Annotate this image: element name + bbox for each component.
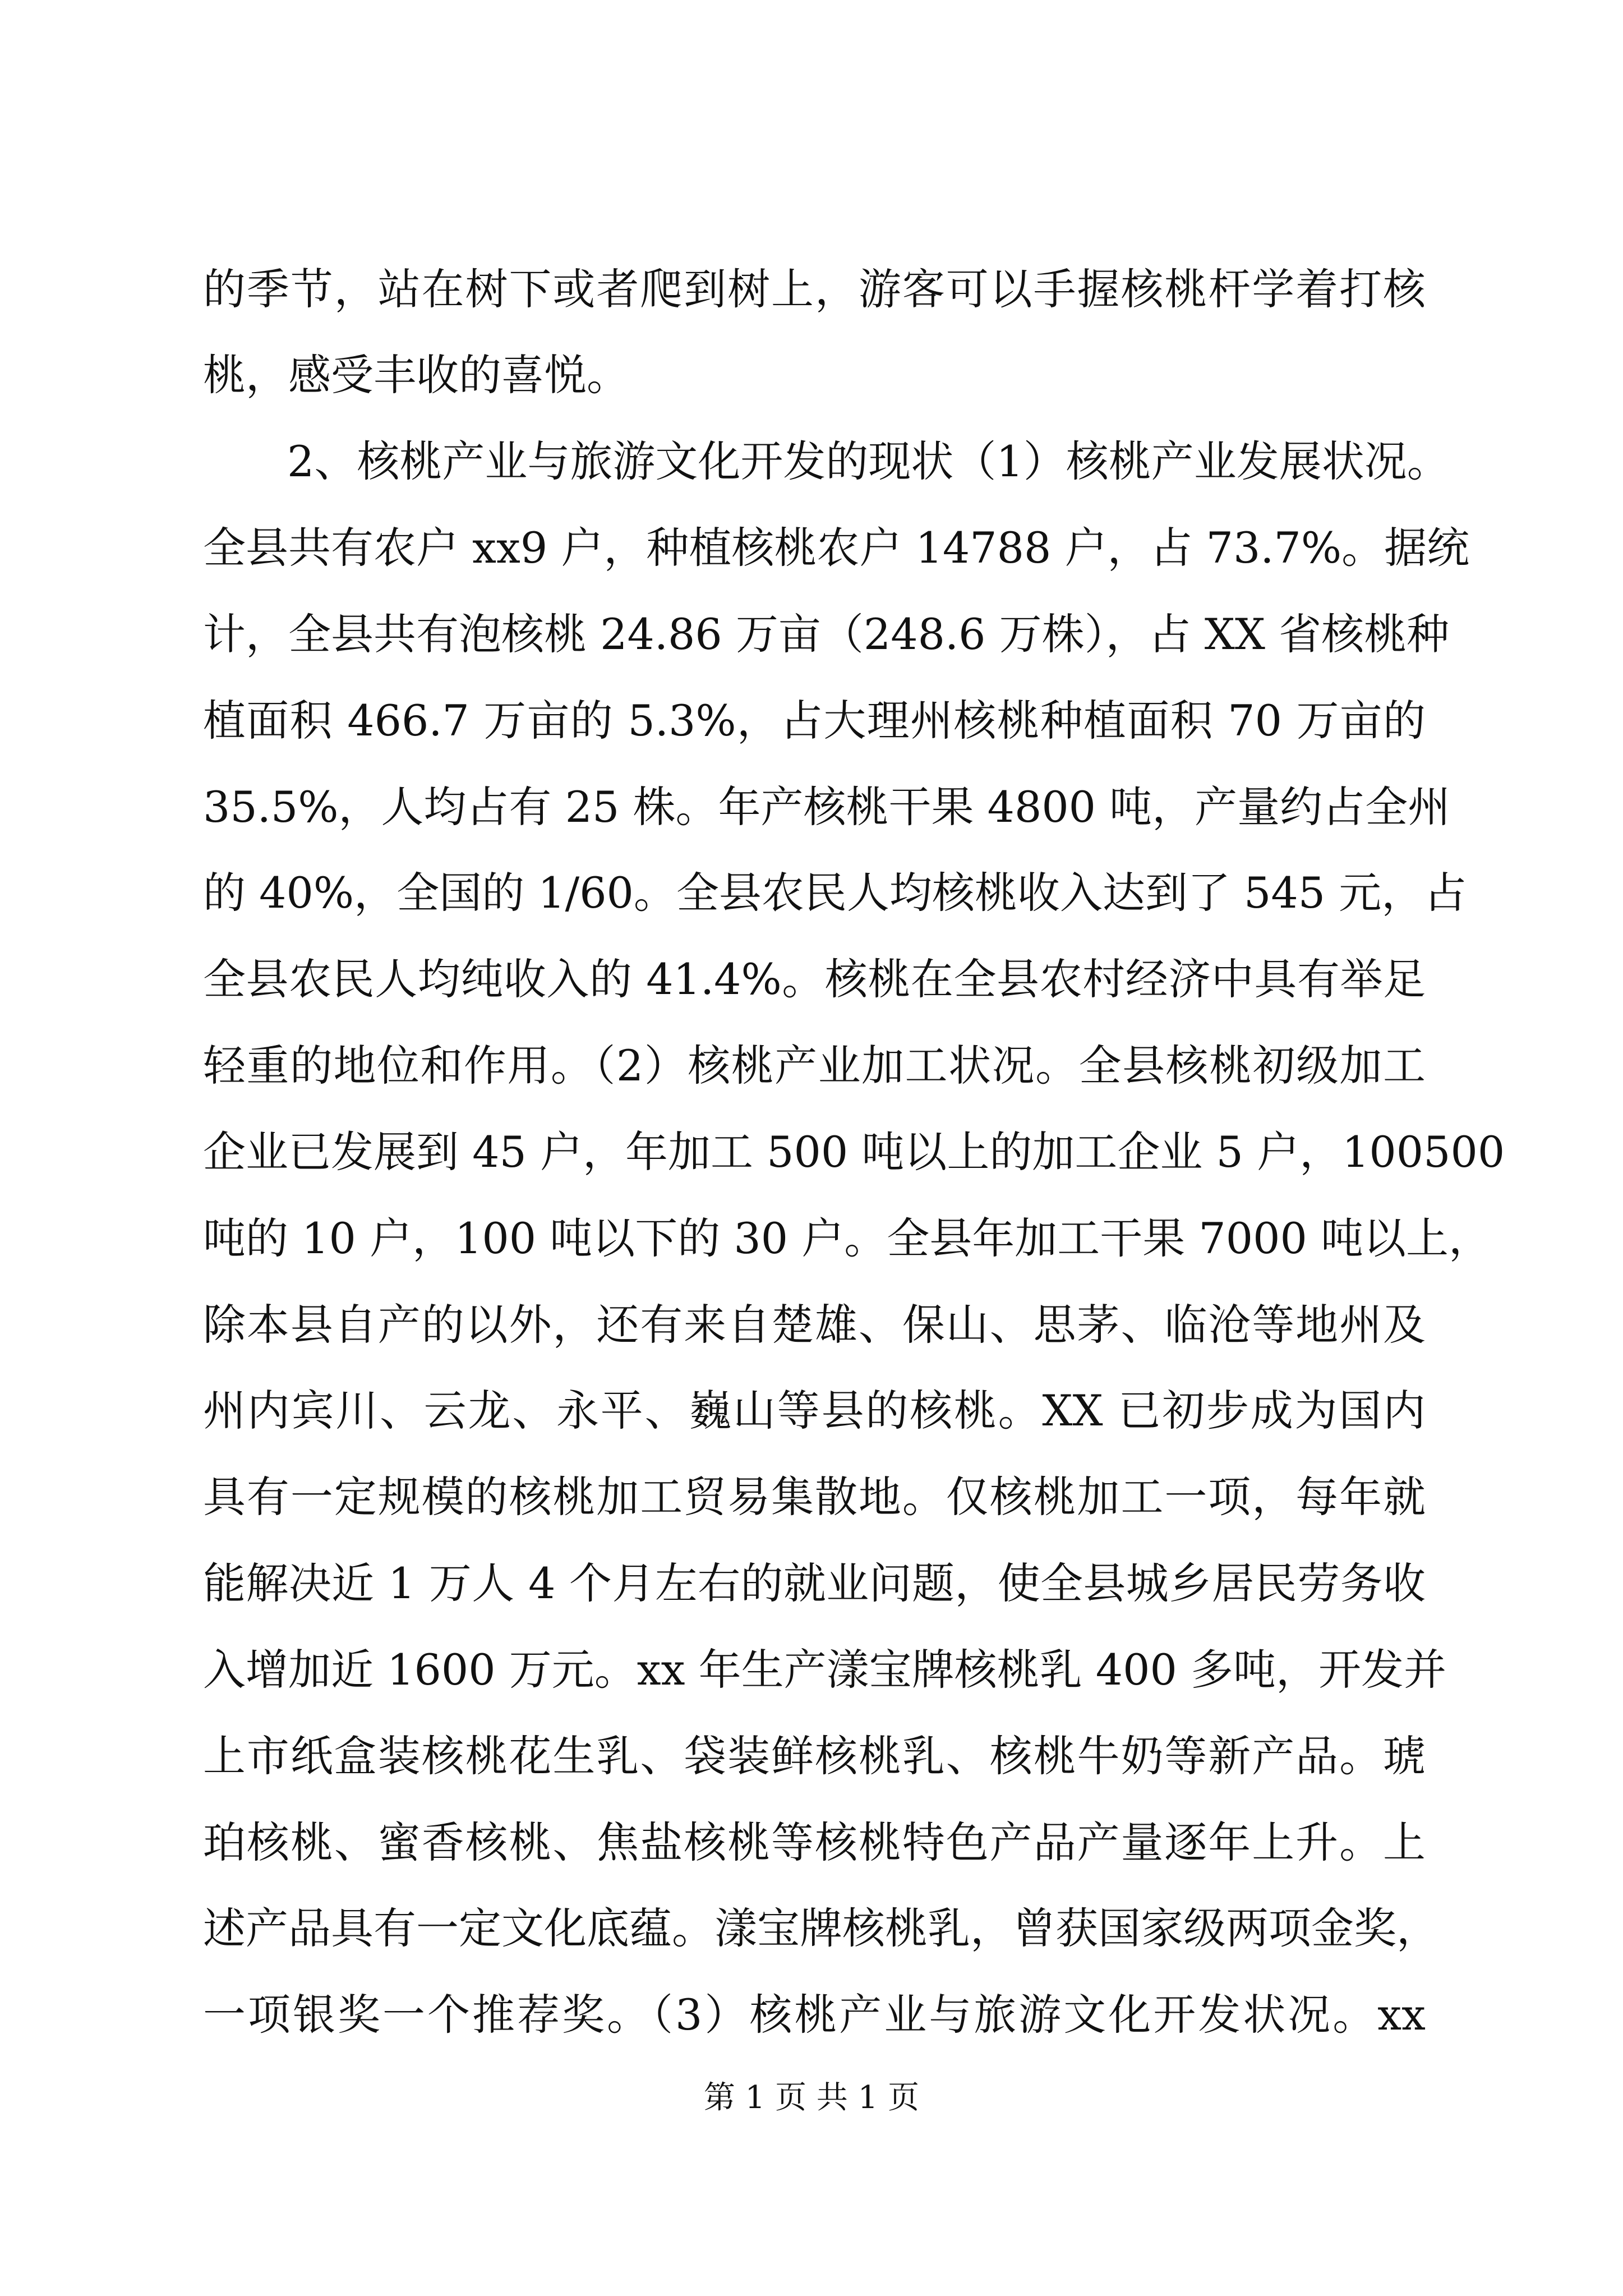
text-line: 珀核桃、蜜香核桃、焦盐核桃等核桃特色产品产量逐年上升。上 <box>203 1818 1426 1867</box>
text-line: 一项银奖一个推荐奖。（3）核桃产业与旅游文化开发状况。xx <box>203 1990 1426 2040</box>
text-line: 吨的 10 户，100 吨以下的 30 户。全县年加工干果 7000 吨以上， <box>203 1213 1491 1263</box>
text-line: 入增加近 1600 万元。xx 年生产漾宝牌核桃乳 400 多吨，开发并 <box>203 1645 1446 1695</box>
text-line: 全县农民人均纯收入的 41.4%。核桃在全县农村经济中具有举足 <box>203 954 1426 1004</box>
text-line: 的季节，站在树下或者爬到树上，游客可以手握核桃杆学着打核 <box>203 264 1426 314</box>
text-line: 35.5%，人均占有 25 株。年产核桃干果 4800 吨，产量约占全州 <box>203 782 1451 832</box>
text-line: 能解决近 1 万人 4 个月左右的就业问题，使全县城乡居民劳务收 <box>203 1558 1426 1608</box>
text-line: 桃，感受丰收的喜悦。 <box>203 350 629 400</box>
text-line: 植面积 466.7 万亩的 5.3%，占大理州核桃种植面积 70 万亩的 <box>203 696 1426 746</box>
paragraph-start-line: 2、核桃产业与旅游文化开发的现状（1）核桃产业发展状况。 <box>287 436 1450 486</box>
text-line: 的 40%，全国的 1/60。全县农民人均核桃收入达到了 545 元，占 <box>203 868 1467 918</box>
text-line: 上市纸盒装核桃花生乳、袋装鲜核桃乳、核桃牛奶等新产品。琥 <box>203 1731 1426 1781</box>
text-line: 全县共有农户 xx9 户，种植核桃农户 14788 户，占 73.7%。据统 <box>203 523 1470 573</box>
text-line: 计，全县共有泡核桃 24.86 万亩（248.6 万株），占 XX 省核桃种 <box>203 609 1450 659</box>
text-line: 除本县自产的以外，还有来自楚雄、保山、思茅、临沧等地州及 <box>203 1300 1426 1350</box>
text-line: 企业已发展到 45 户，年加工 500 吨以上的加工企业 5 户，100500 <box>203 1127 1505 1177</box>
text-line: 述产品具有一定文化底蕴。漾宝牌核桃乳，曾获国家级两项金奖， <box>203 1903 1439 1953</box>
page-footer: 第 1 页 共 1 页 <box>703 2079 920 2116</box>
text-line: 轻重的地位和作用。（2）核桃产业加工状况。全县核桃初级加工 <box>203 1041 1426 1091</box>
text-line: 州内宾川、云龙、永平、巍山等县的核桃。XX 已初步成为国内 <box>203 1386 1426 1435</box>
text-line: 具有一定规模的核桃加工贸易集散地。仅核桃加工一项，每年就 <box>203 1472 1426 1522</box>
